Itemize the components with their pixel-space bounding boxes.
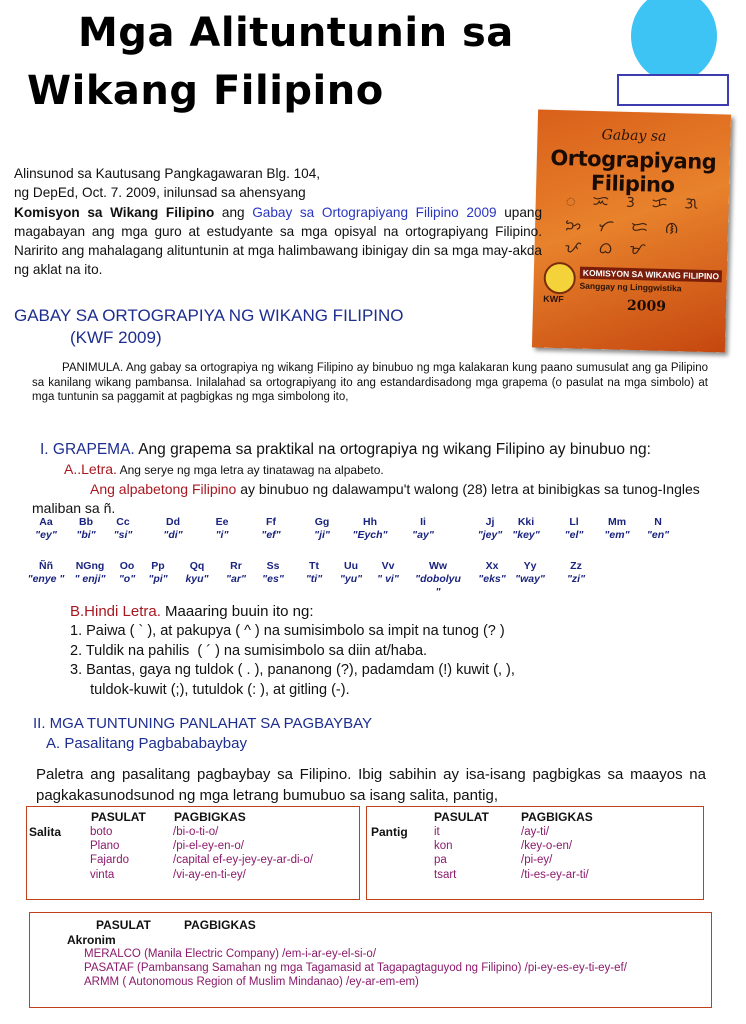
alphabet-letter-glyph: Ee <box>215 516 229 528</box>
table-cell: /ay-ti/ <box>521 826 550 838</box>
alphabet-letter-glyph: Cc <box>116 516 130 528</box>
alphabet-letter-sound: "em" <box>604 529 630 541</box>
section2-subheading: A. Pasalitang Pagbababaybay <box>46 735 247 752</box>
alphabet-letter-glyph: Kki <box>517 516 535 528</box>
alphabet-letter-sound: kyu" <box>185 573 209 585</box>
table-pantig-h-pasulat: PASULAT <box>434 810 489 824</box>
table-pantig-h-pagbigkas: PAGBIGKAS <box>521 810 593 824</box>
table-row: pa <box>434 854 447 867</box>
alphabet-letter-glyph: Ff <box>266 516 276 528</box>
alphabet-letter-glyph: Dd <box>166 516 180 528</box>
alphabet-letter-sound: "key" <box>512 529 540 541</box>
alphabet-letter-sound: "ji" <box>314 529 330 541</box>
alphabet-letter <box>412 560 464 599</box>
hindi-letra-list <box>70 622 515 700</box>
alphabet-letter-sound: "jey" <box>477 529 503 541</box>
alphabet-letter <box>344 516 396 542</box>
intro-body <box>14 203 542 280</box>
alphabet-letter-sound: "way" <box>515 573 545 585</box>
intro-line2: ng DepEd, Oct. 7. 2009, inilunsad sa ahensyang <box>14 185 306 201</box>
section2-heading: II. MGA TUNTUNING PANLAHAT SA PAGBAYBAY <box>33 715 372 732</box>
table-salita-h-pasulat: PASULAT <box>91 810 146 824</box>
table-row: MERALCO (Manila Electric Company) /em-i-ar-ey-el-si-o/ <box>84 948 377 960</box>
table-cell: /key-o-en/ <box>521 840 573 853</box>
table-cell: /capital ef-ey-jey-ey-ar-di-o/ <box>173 854 313 867</box>
grapema-heading <box>40 441 651 459</box>
alpabeto-rest: ay binubuo ng dalawampu't walong (28) letra at binibigkas sa tunog-Ingles maliban sa ñ. <box>32 481 700 516</box>
alphabet-letter-glyph: Oo <box>119 560 135 572</box>
book-cover-publisher: KOMISYON SA WIKANG FILIPINO <box>580 267 722 283</box>
alphabet-letter-glyph: NGng <box>75 560 105 572</box>
table-row: PASATAF (Pambansang Samahan ng mga Tagamasid at Tagapagtaguyod ng Filipino) /pi-ey-es-ey-ti-ey-ef/ <box>84 962 627 975</box>
table-pantig-label: Pantig <box>371 825 408 839</box>
book-cover-subtitle: Sanggay ng Linggwistika <box>579 280 682 294</box>
book-cover-year: 2009 <box>626 297 667 315</box>
alpabeto-paragraph <box>32 480 708 518</box>
alphabet-letter-sound: "ef" <box>261 529 281 541</box>
alphabet-letter-sound: "pi" <box>148 573 168 585</box>
table-akronim-label: Akronim <box>67 933 116 947</box>
section-heading-line2: (KWF 2009) <box>70 328 162 347</box>
paletra-paragraph: Paletra ang pasalitang pagbaybay sa Filipino. Ibig sabihin ay isa-isang pagbigkas sa maayos na pagkakasunodsunod ng mga letrang bumubuo sa isang salita, pantig, <box>36 766 706 804</box>
intro-rest: upang magabayan ang mga guro at estudyante sa mga opisyal na ortograpiyang Filipino. Naririto ang mahalagang alituntunin at mga halimbawang ibinigay din sa mga may-akda ng aklat na ito. <box>14 204 543 278</box>
table-row: boto <box>90 826 113 838</box>
table-row: ARMM ( Autonomous Region of Muslim Mindanao) /ey-ar-em-em) <box>84 976 419 989</box>
page-title-line2: Wikang Filipino <box>27 68 384 114</box>
table-row: Plano <box>90 840 120 853</box>
table-pantig <box>366 806 704 900</box>
table-akronim-h-pasulat: PASULAT <box>96 918 151 932</box>
letra-label: A..Letra. <box>64 461 117 477</box>
alphabet-letter-glyph: Qq <box>189 560 205 572</box>
alphabet-letter-sound: "es" <box>262 573 284 585</box>
table-cell: /pi-ey/ <box>521 854 553 867</box>
table-salita-label: Salita <box>29 825 62 839</box>
alphabet-letter <box>362 560 414 586</box>
alphabet-letter-glyph: Pp <box>151 560 165 572</box>
book-cover-kwf: KWF <box>543 293 564 305</box>
alphabet-letter-sound: "dobolyu " <box>415 573 461 598</box>
alphabet-letter-sound: "ey" <box>35 529 57 541</box>
table-akronim <box>29 912 712 1008</box>
intro-paragraph <box>14 164 542 280</box>
table-row: vinta <box>90 868 115 881</box>
hindi-letra-line <box>70 602 314 621</box>
table-salita-h-pagbigkas: PAGBIGKAS <box>174 810 246 824</box>
book-cover-glyphs: ᜀ ᜁ ᜂ ᜃ ᜄ ᜅ ᜆ ᜇ ᜈ ᜉ ᜊ ᜋ <box>564 190 705 259</box>
alphabet-letter-glyph: Ww <box>428 560 448 572</box>
alphabet-letter <box>196 516 248 542</box>
table-cell: /vi-ay-en-ti-ey/ <box>173 868 246 881</box>
alphabet-letter-glyph: Ññ <box>39 560 53 572</box>
decorative-rectangle <box>617 74 729 106</box>
alphabet-letter-glyph: Aa <box>39 516 53 528</box>
alphabet-letter-glyph: Hh <box>363 516 377 528</box>
letra-text: Ang serye ng mga letra ay tinatawag na alpabeto. <box>116 463 384 477</box>
alphabet-letter-sound: "bi" <box>76 529 96 541</box>
alphabet-letter-sound: " vi" <box>377 573 399 585</box>
alphabet-letter-glyph: Jj <box>485 516 495 528</box>
book-cover-top: Gabay sa <box>601 127 667 145</box>
intro-gabay: Gabay sa Ortograpiyang Filipino 2009 <box>252 204 497 220</box>
alphabet-letter-sound: "Eych" <box>352 529 388 541</box>
table-row: Fajardo <box>90 854 129 867</box>
page-title-line1: Mga Alituntunin sa <box>78 10 514 56</box>
grapema-text: Ang grapema sa praktikal na ortograpiya ng wikang Filipino ay binubuo ng: <box>134 441 651 458</box>
alphabet-letter-sound: "ay" <box>412 529 434 541</box>
alphabet-letter <box>500 516 552 542</box>
alphabet-letter-glyph: Uu <box>344 560 358 572</box>
alphabet-letter-glyph: Xx <box>485 560 499 572</box>
alphabet-letter-glyph: Yy <box>523 560 537 572</box>
alphabet-letter-glyph: Mm <box>607 516 627 528</box>
alphabet-letter-sound: "yu" <box>339 573 363 585</box>
alphabet-letter-sound: "eks" <box>478 573 506 585</box>
section-heading <box>14 305 404 349</box>
table-row: it <box>434 826 440 838</box>
alphabet-letter-glyph: Ii <box>420 516 426 528</box>
hindi-item: 3. Bantas, gaya ng tuldok ( . ), pananong (?), padamdam (!) kuwit (, ), <box>70 662 515 678</box>
alphabet-letter <box>97 516 149 542</box>
panimula-text: PANIMULA. Ang gabay sa ortograpiya ng wikang Filipino ay binubuo ng mga kalakaran kung paano sumusulat ang ga Pilipino sa kanilang wikang pambansa. Inilalahad sa ortograpiyang ito ang estandardisadong mga grapema (o pasulat na mga simbolo) at mga tuntunin sa paggamit at pagbigkas ng mga simbolong ito, <box>32 362 708 403</box>
alphabet-letter-sound: "di" <box>163 529 183 541</box>
alphabet-letter-glyph: Rr <box>230 560 242 572</box>
alphabet-letter-sound: "ar" <box>226 573 246 585</box>
alphabet-letter-sound: "zi" <box>566 573 586 585</box>
alpabeto-red: Ang alpabetong Filipino <box>90 481 237 497</box>
book-cover-image <box>532 110 731 353</box>
alphabet-letter-sound: "ti" <box>305 573 323 585</box>
alphabet-letter <box>245 516 297 542</box>
alphabet-letter-glyph: Vv <box>381 560 395 572</box>
intro-ang: ang <box>214 204 253 220</box>
kwf-seal-icon <box>543 262 576 295</box>
alphabet-letter-glyph: Ll <box>569 516 579 528</box>
alphabet-letter-glyph: N <box>654 516 662 528</box>
alphabet-letter-glyph: Bb <box>79 516 93 528</box>
table-cell: /pi-el-ey-en-o/ <box>173 840 244 853</box>
alphabet-letter <box>550 560 602 586</box>
panimula-paragraph <box>32 361 708 405</box>
hindi-item: 1. Paiwa ( ` ), at pakupya ( ^ ) na sumisimbolo sa impit na tunog (? ) <box>70 623 505 639</box>
decorative-circle <box>631 0 717 82</box>
alphabet-letter-sound: "i" <box>215 529 229 541</box>
alphabet-letter <box>296 516 348 542</box>
alphabet-letter <box>504 560 556 586</box>
alphabet-letter-sound: "o" <box>118 573 136 585</box>
table-row: tsart <box>434 868 457 881</box>
hindi-item: tuldok-kuwit (;), tutuldok (: ), at gitling (-). <box>70 681 350 698</box>
hindi-item: 2. Tuldik na pahilis ( ´ ) na sumisimbolo sa diin at/haba. <box>70 642 428 659</box>
alphabet-letter-sound: "enye " <box>27 573 65 585</box>
alphabet-letter-sound: "el" <box>564 529 584 541</box>
table-salita <box>26 806 360 900</box>
alphabet-letter-glyph: Gg <box>314 516 330 528</box>
intro-kwf: Komisyon sa Wikang Filipino <box>14 204 215 220</box>
alphabet-letter-sound: " enji" <box>74 573 106 585</box>
book-cover-title: Ortograpiyang Filipino <box>550 145 717 198</box>
alphabet-letter-sound: "si" <box>113 529 133 541</box>
alphabet-letter-glyph: Ss <box>266 560 280 572</box>
table-cell: /ti-es-ey-ar-ti/ <box>521 868 589 881</box>
alphabet-letter <box>147 516 199 542</box>
section-heading-line1: GABAY SA ORTOGRAPIYA NG WIKANG FILIPINO <box>14 306 404 325</box>
hindi-letra-text: Maaaring buuin ito ng: <box>160 603 314 620</box>
alphabet-letter-sound: "en" <box>646 529 670 541</box>
alphabet-letter-glyph: Zz <box>570 560 582 572</box>
table-cell: /bi-o-ti-o/ <box>173 826 219 838</box>
grapema-label: I. GRAPEMA. <box>40 441 135 458</box>
table-row: kon <box>434 840 453 853</box>
alphabet-letter <box>632 516 684 542</box>
intro-line1: Alinsunod sa Kautusang Pangkagawaran Blg. 104, <box>14 166 321 181</box>
letra-line <box>64 461 384 477</box>
table-akronim-h-pagbigkas: PAGBIGKAS <box>184 918 256 932</box>
hindi-letra-label: B.Hindi Letra. <box>70 603 161 620</box>
alphabet-letter <box>397 516 449 542</box>
alphabet-letter-glyph: Tt <box>309 560 319 572</box>
